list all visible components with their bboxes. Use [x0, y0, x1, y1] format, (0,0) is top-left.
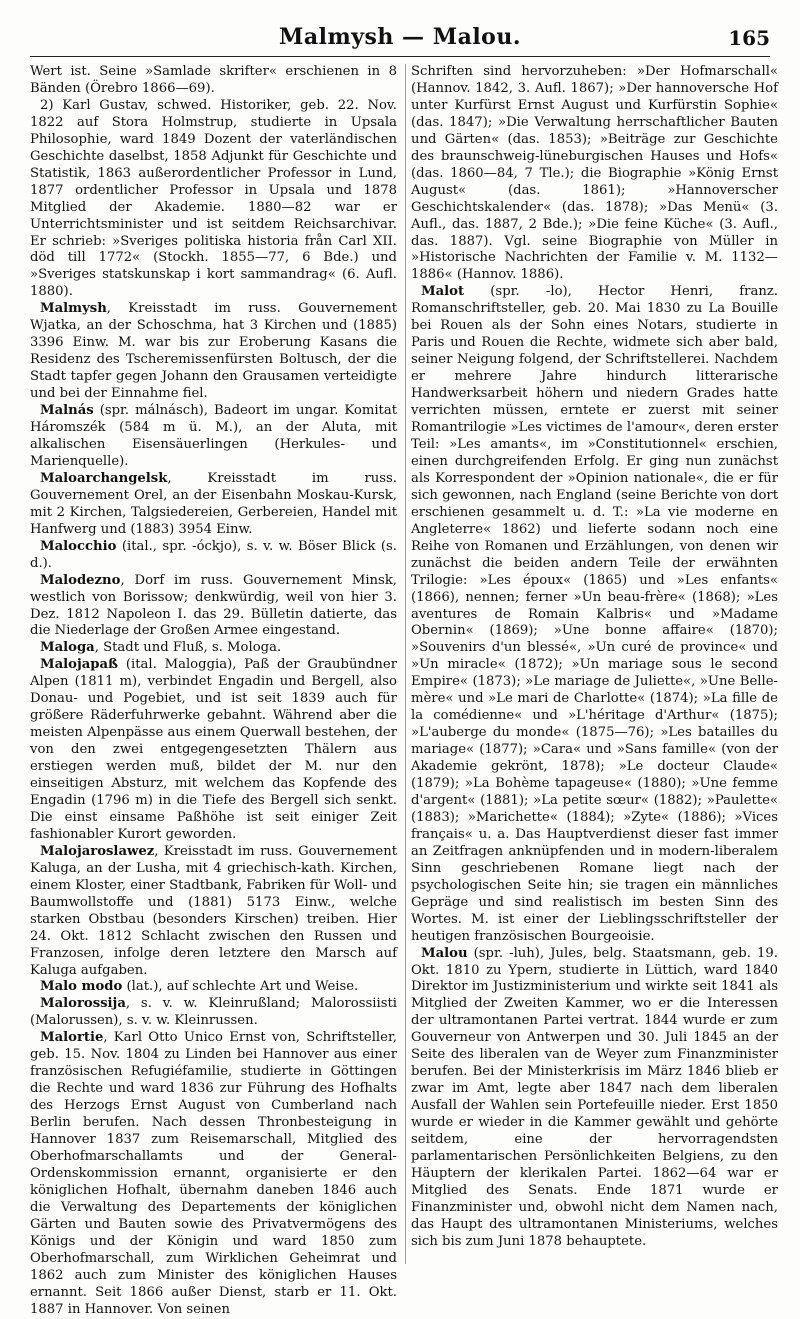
- dictionary-entry: [30, 539, 397, 573]
- dictionary-entry: [30, 657, 397, 843]
- entry-headword: Maloarchangelsk: [40, 470, 168, 486]
- page-number: 165: [728, 26, 770, 50]
- dictionary-entry: [30, 301, 397, 403]
- dictionary-entry: [30, 98, 397, 301]
- dictionary-entry: [411, 946, 778, 1251]
- entry-text: , Stadt und Fluß, s. Mologa.: [94, 640, 282, 656]
- entry-headword: Malmysh: [40, 301, 107, 317]
- entry-headword: Malou: [421, 945, 468, 961]
- page-header: [30, 22, 770, 57]
- entry-text: , Kreisstadt im russ. Gouvernement Kaluga, an der Lusha, mit 4 griechisch-kath. Kirchen, einem Kloster, einer Stadtbank, Fabriken für Woll- und Baumwollstoffe und (1881) 5173 Einw., welche starken Obstbau (besonders Kirschen) treiben. Hier 24. Okt. 1812 Schlacht zwischen den Russen und Franzosen, infolge deren letztere den Marsch auf Kaluga aufgaben.: [30, 843, 397, 978]
- entry-text: , Karl Otto Unico Ernst von, Schriftsteller, geb. 15. Nov. 1804 zu Linden bei Hannover aus einer französischen Refugiéfamilie, studierte in Göttingen die Rechte und ward 1836 zur Führung des Hofhalts des Herzogs Ernst August von Cumberland nach Berlin berufen. Nach dessen Thronbesteigung in Hannover 1837 zum Reisemarschall, Mitglied des Oberhofmarschallamts und der General-Ordenskommission ernannt, organisierte er den königlichen Hofhalt, übernahm daneben 1846 auch die Verwaltung des Departements der königlichen Gärten und Bauten sowie des Privatvermögens des Königs und der Königin und ward 1850 zum Oberhofmarschall, zum Wirklichen Geheimrat und 1862 auch zum Minister des königlichen Hauses ernannt. Seit 1866 außer Dienst, starb er 11. Okt. 1887 in Hannover. Von seinen: [30, 1030, 397, 1317]
- entry-headword: Malortie: [40, 1030, 104, 1046]
- entry-text: (spr. -lo), Hector Henri, franz. Romanschriftsteller, geb. 20. Mai 1830 zu La Bouille bei Rouen als der Sohn eines Notars, studierte in Paris und Rouen die Rechte, widmete sich aber bald, seiner Neigung folgend, der Schriftstellerei. Nachdem er mehrere Jahre hindurch litterarische Handwerksarbeit höhern und niedern Grades hatte verrichten müssen, erntete er zuerst mit seiner Romantrilogie »Les victimes de l'amour«, deren erster Teil: »Les amants«, im »Constitutionnel« erschien, einen durchgreifenden Erfolg. Er ging nun zunächst als Korrespondent der »Opinion nationale«, die er für sich gewonnen, nach England (seine Berichte von dort erschienen gesammelt u. d. T.: »La vie moderne en Angleterre« 1862) und lieferte sodann noch eine Reihe von Romanen und Erzählungen, von denen wir zunächst die beiden andern Teile der erwähnten Trilogie: »Les époux« (1865) und »Les enfants« (1866), nennen; ferner »Un beau-frère« (1868); »Les aventures de Romain Kalbris« und »Madame Obernin« (1869); »Une bonne affaire« (1870); »Souvenirs d'un blessé«, »Un curé de province« und »Un miracle« (1872); »Un mariage sous le second Empire« (1873); »Le mariage de Juliette«, »Une Belle-mère« und »Le mari de Charlotte« (1874); »La fille de la comédienne« und »L'héritage d'Arthur« (1875); »L'auberge du monde« (1875—76); »Les batailles du mariage« (1877); »Cara« und »Sans famille« (von der Akademie gekrönt, 1878); »Le docteur Claude« (1879); »La Bohème tapageuse« (1880); »Une femme d'argent« (1881); »La petite sœur« (1882); »Paulette« (1883); »Marichette« (1884); »Zyte« (1886); »Vices français« u. a. Das Hauptverdienst dieser fast immer an Zeitfragen anknüpfenden und in modern-liberalem Sinn geschriebenen Romane liegt nach der psychologischen Seite hin; sie tragen ein männliches Gepräge und sind realistisch im besten Sinn des Wortes. M. ist einer der Lieblingsschriftsteller der heutigen französischen Bourgeoisie.: [411, 284, 778, 944]
- left-column: [30, 64, 397, 1317]
- entry-text: (spr. -luh), Jules, belg. Staatsmann, geb. 19. Okt. 1810 zu Ypern, studierte in Lüttich, ward 1840 Direktor im Justizministerium und wirkte seit 1841 als Mitglied der Zweiten Kammer, wo er die Interessen der ultramontanen Partei vertrat. 1844 wurde er zum Gouverneur von Antwerpen und 30. Juli 1845 an der Seite des liberalen van de Weyer zum Finanzminister berufen. Bei der Ministerkrisis im März 1846 blieb er zwar im Amt, legte aber 1847 nach dem liberalen Ausfall der Wahlen sein Portefeuille nieder. Erst 1850 wurde er wieder in die Kammer gewählt und gehörte seitdem, eine der hervorragendsten parlamentarischen Persönlichkeiten Belgiens, zu den Häuptern der klerikalen Partei. 1862—64 war er Mitglied des Senats. Ende 1871 wurde er Finanzminister und, obwohl nicht dem Namen nach, das Haupt des ultramontanen Ministeriums, welches sich bis zum Juni 1878 behauptete.: [411, 945, 778, 1249]
- entry-text: (spr. málnásch), Badeort im ungar. Komitat Háromszék (584 m ü. M.), an der Aluta, mit alkalischen Eisensäuerlingen (Herkules- und Marienquelle).: [30, 403, 397, 469]
- entry-headword: Malot: [421, 284, 465, 300]
- running-title: Malmysh — Malou.: [278, 24, 522, 50]
- dictionary-entry: [30, 403, 397, 471]
- right-column: [411, 64, 778, 1264]
- dictionary-entry: [30, 844, 397, 980]
- entry-headword: Malojaroslawez: [40, 843, 155, 859]
- entry-headword: Malojapaß: [40, 657, 119, 673]
- entry-text: (ital. Maloggia), Paß der Graubündner Alpen (1811 m), verbindet Engadin und Bergell, also Donau- und Pogebiet, und ist seit 1839 auch für größere Räderfuhrwerke gebahnt. Während aber die meisten Alpenpässe aus einem Querwall bestehen, der von den zwei entgegengesetzten Thälern aus erstiegen werden muß, bildet der M. nur den einseitigen Absturz, mit welchem das Kopfende des Engadin (1796 m) in die Tiefe des Bergell sich senkt. Die einst einsame Paßhöhe ist seit einiger Zeit fashionabler Kurort geworden.: [30, 657, 397, 842]
- dictionary-entry: [30, 471, 397, 539]
- dictionary-entry: [411, 284, 778, 945]
- entry-text: , Kreisstadt im russ. Gouvernement Wjatka, an der Schoschma, hat 3 Kirchen und (1885) 3396 Einw. M. war bis zur Eroberung Kasans die Residenz des Tscheremissenfürsten Boltusch, der die Stadt tapfer gegen Johann den Grausamen verteidigte und bei der Einnahme fiel.: [30, 301, 397, 402]
- dictionary-entry: [30, 1030, 397, 1318]
- entry-text: (ital., spr. -óckjo), s. v. w. Böser Blick (s. d.).: [30, 538, 397, 571]
- entry-headword: Malnás: [40, 403, 94, 419]
- dictionary-entry: [30, 573, 397, 641]
- entry-text: , Dorf im russ. Gouvernement Minsk, westlich von Borissow; denkwürdig, weil von hier 3. Dez. 1812 Napoleon I. das 29. Bülletin datierte, das die Niederlage der Großen Armee eingestand.: [30, 572, 397, 639]
- entry-headword: Malodezno: [40, 572, 121, 588]
- dictionary-entry: [30, 64, 397, 98]
- entry-headword: Maloga: [40, 640, 95, 656]
- dictionary-entry: [30, 979, 397, 996]
- dictionary-entry: [411, 64, 778, 284]
- text-columns: [30, 64, 778, 1317]
- entry-text: , Kreisstadt im russ. Gouvernement Orel, an der Eisenbahn Moskau-Kursk, mit 2 Kirchen, Talgsiedereien, Gerbereien, Handel mit Hanfwerg und (1883) 3954 Einw.: [30, 470, 397, 537]
- entry-text: (lat.), auf schlechte Art und Weise.: [122, 979, 359, 995]
- entry-text: , s. v. w. Kleinrußland; Malorossiisti (Malorussen), s. v. w. Kleinrussen.: [30, 996, 397, 1029]
- entry-text: Schriften sind hervorzuheben: »Der Hofmarschall« (Hannov. 1842, 3. Aufl. 1867); »Der hannoversche Hof unter Kurfürst Ernst August und Kurfürstin Sophie« (das. 1847); »Die Verwaltung herrschaftlicher Bauten und Gärten« (das. 1853); »Beiträge zur Geschichte des braunschweig-lüneburgischen Hauses und Hofs« (das. 1860—84, 7 Tle.); die Biographie »König Ernst August« (das. 1861); »Hannoverscher Geschichtskalender« (das. 1878); »Das Menü« (3. Aufl., das. 1887, 2 Bde.); »Die feine Küche« (3. Aufl., das. 1887). Vgl. seine Biographie von Müller in »Historische Nachrichten der Familie v. M. 1132—1886« (Hannov. 1886).: [411, 64, 778, 283]
- entry-headword: Malo modo: [40, 979, 123, 995]
- entry-headword: Malocchio: [40, 538, 117, 554]
- dictionary-entry: [30, 640, 397, 657]
- dictionary-entry: [30, 996, 397, 1030]
- entry-headword: Malorossija: [40, 996, 126, 1012]
- entry-text: 2) Karl Gustav, schwed. Historiker, geb. 22. Nov. 1822 auf Stora Holmstrup, studierte in Upsala Philosophie, ward 1849 Dozent der vaterländischen Geschichte daselbst, 1858 Adjunkt für Geschichte und Statistik, 1863 außerordentlicher Professor in Lund, 1877 ordentlicher Professor in Upsala und 1878 Mitglied der Akademie. 1880—82 war er Unterrichtsminister und ist seitdem Reichsarchivar. Er schrieb: »Sveriges politiska historia från Carl XII. död till 1772« (Stockh. 1855—77, 6 Bde.) und »Sveriges statskunskap i kort sammandrag« (6. Aufl. 1880).: [30, 97, 397, 300]
- entry-text: Wert ist. Seine »Samlade skrifter« erschienen in 8 Bänden (Örebro 1866—69).: [30, 64, 397, 96]
